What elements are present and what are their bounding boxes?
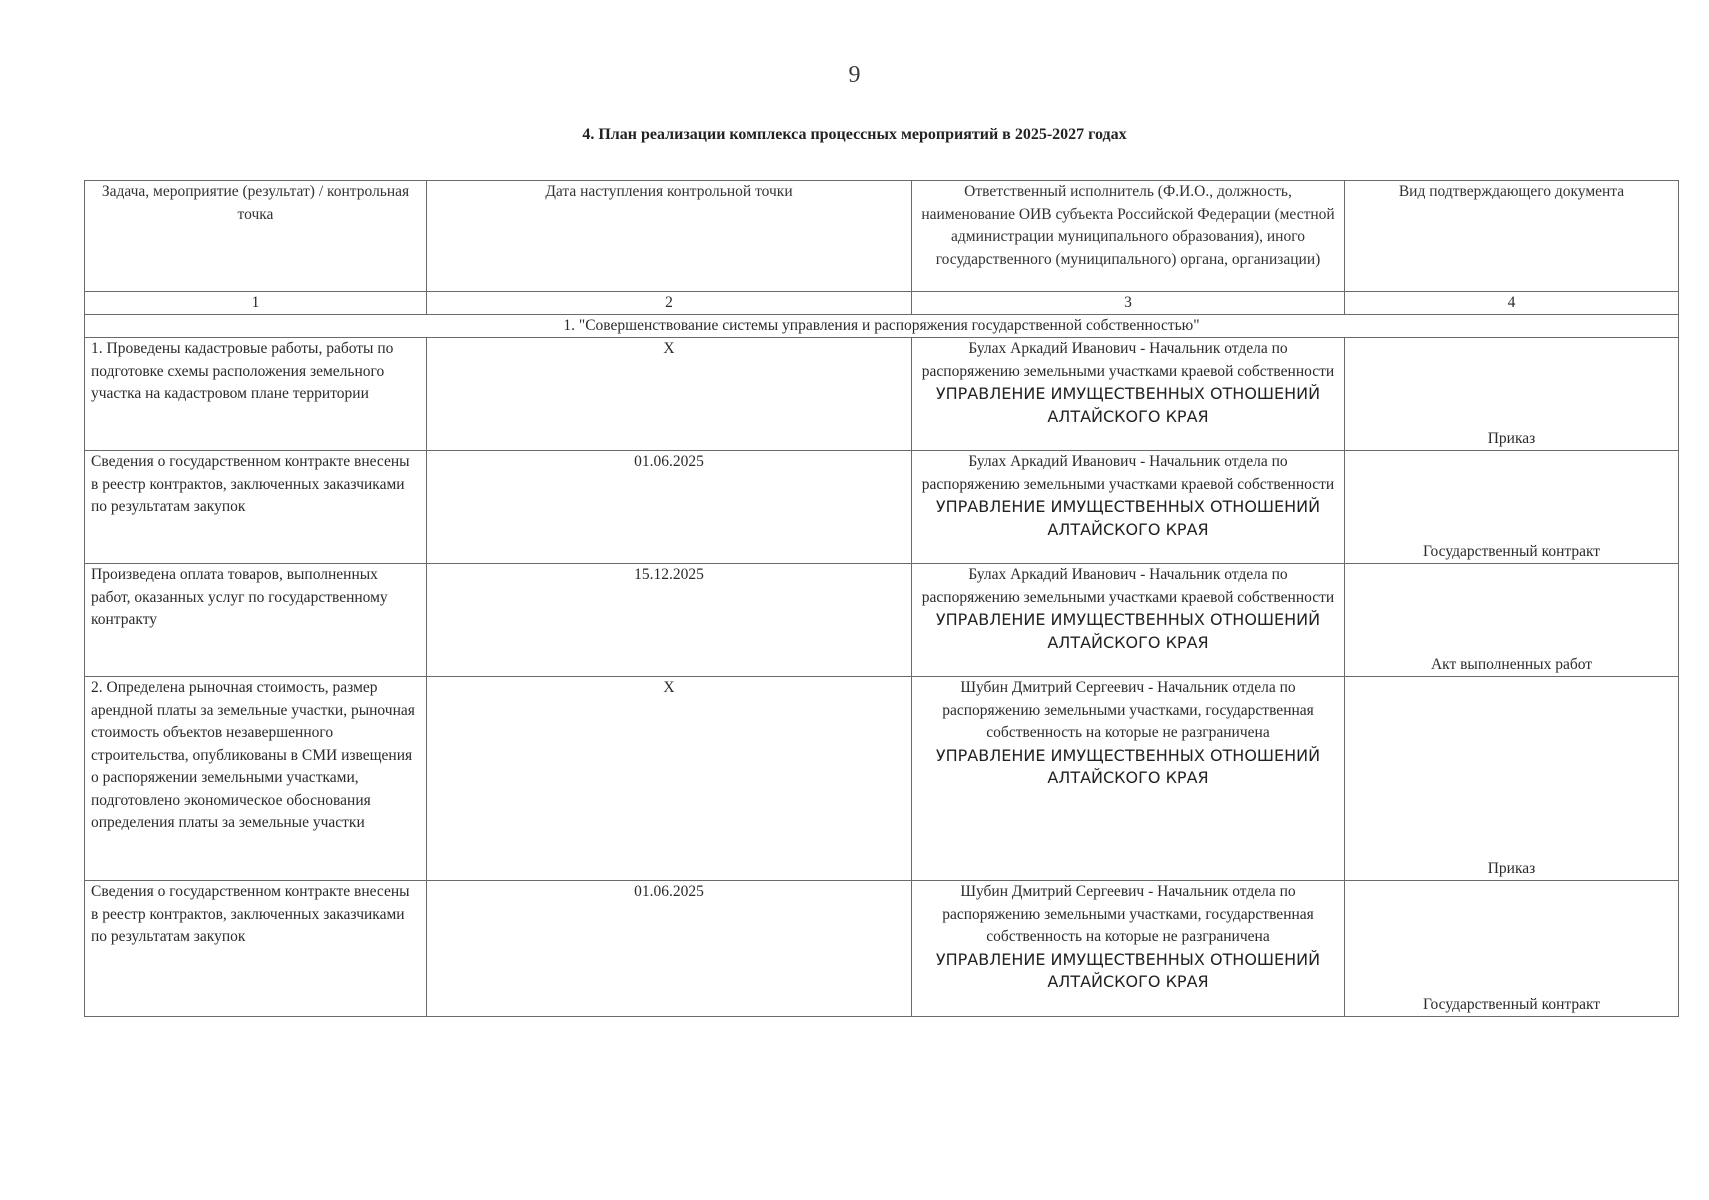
page-number: 9 [848, 62, 861, 88]
task-cell: Сведения о государственном контракте внесены в реестр контрактов, заключенных заказчиками по результатам закупок [85, 881, 427, 1017]
responsible-cell [912, 338, 1345, 451]
header-responsible: Ответственный исполнитель (Ф.И.О., должность, наименование ОИВ субъекта Российской Федерации (местной администрации муниципального образования), иного государственного (муниципального) органа, организации) [912, 181, 1345, 292]
document-cell: Акт выполненных работ [1345, 564, 1679, 677]
column-number: 4 [1345, 292, 1679, 315]
column-number-row [85, 292, 1679, 315]
task-cell: Сведения о государственном контракте внесены в реестр контрактов, заключенных заказчиками по результатам закупок [85, 451, 427, 564]
responsible-org: УПРАВЛЕНИЕ ИМУЩЕСТВЕННЫХ ОТНОШЕНИЙ АЛТАЙСКОГО КРАЯ [935, 384, 1321, 426]
date-cell: 15.12.2025 [427, 564, 912, 677]
date-cell: 01.06.2025 [427, 881, 912, 1017]
column-number: 3 [912, 292, 1345, 315]
date-cell: 01.06.2025 [427, 451, 912, 564]
table-row [85, 881, 1679, 1017]
date-cell: X [427, 338, 912, 451]
responsible-org: УПРАВЛЕНИЕ ИМУЩЕСТВЕННЫХ ОТНОШЕНИЙ АЛТАЙСКОГО КРАЯ [935, 610, 1321, 652]
responsible-person: Булах Аркадий Иванович - Начальник отдела по распоряжению земельными участками краевой собственности [921, 453, 1335, 493]
responsible-org: УПРАВЛЕНИЕ ИМУЩЕСТВЕННЫХ ОТНОШЕНИЙ АЛТАЙСКОГО КРАЯ [935, 497, 1321, 539]
header-date: Дата наступления контрольной точки [427, 181, 912, 292]
responsible-cell [912, 451, 1345, 564]
task-cell: Произведена оплата товаров, выполненных работ, оказанных услуг по государственному контракту [85, 564, 427, 677]
responsible-org: УПРАВЛЕНИЕ ИМУЩЕСТВЕННЫХ ОТНОШЕНИЙ АЛТАЙСКОГО КРАЯ [935, 949, 1321, 991]
task-cell: 1. Проведены кадастровые работы, работы по подготовке схемы расположения земельного участка на кадастровом плане территории [85, 338, 427, 451]
responsible-cell [912, 677, 1345, 881]
document-cell: Приказ [1345, 677, 1679, 881]
responsible-person: Шубин Дмитрий Сергеевич - Начальник отдела по распоряжению земельными участками, государственная собственность на которые не разграничена [942, 883, 1314, 945]
table-row [85, 677, 1679, 881]
date-cell: X [427, 677, 912, 881]
responsible-person: Булах Аркадий Иванович - Начальник отдела по распоряжению земельными участками краевой собственности [921, 340, 1335, 380]
column-number: 1 [85, 292, 427, 315]
responsible-person: Булах Аркадий Иванович - Начальник отдела по распоряжению земельными участками краевой собственности [921, 566, 1335, 606]
table-row [85, 564, 1679, 677]
header-document: Вид подтверждающего документа [1345, 181, 1679, 292]
table-header-row [85, 181, 1679, 292]
responsible-org: УПРАВЛЕНИЕ ИМУЩЕСТВЕННЫХ ОТНОШЕНИЙ АЛТАЙСКОГО КРАЯ [935, 745, 1321, 787]
document-cell: Приказ [1345, 338, 1679, 451]
table-row [85, 338, 1679, 451]
table-row [85, 451, 1679, 564]
responsible-cell [912, 564, 1345, 677]
responsible-person: Шубин Дмитрий Сергеевич - Начальник отдела по распоряжению земельными участками, государственная собственность на которые не разграничена [942, 679, 1314, 741]
plan-table [84, 180, 1679, 1017]
document-cell: Государственный контракт [1345, 881, 1679, 1017]
header-task: Задача, мероприятие (результат) / контрольная точка [85, 181, 427, 292]
task-cell: 2. Определена рыночная стоимость, размер арендной платы за земельные участки, рыночная стоимость объектов незавершенного строительства, опубликованы в СМИ извещения о распоряжении земельными участками, подготовлено экономическое обоснования определения платы за земельные участки [85, 677, 427, 881]
column-number: 2 [427, 292, 912, 315]
section-title: 1. "Совершенствование системы управления и распоряжения государственной собственностью" [85, 315, 1679, 338]
document-title: 4. План реализации комплекса процессных мероприятий в 2025-2027 годах [582, 126, 1127, 143]
responsible-cell [912, 881, 1345, 1017]
document-cell: Государственный контракт [1345, 451, 1679, 564]
section-row [85, 315, 1679, 338]
